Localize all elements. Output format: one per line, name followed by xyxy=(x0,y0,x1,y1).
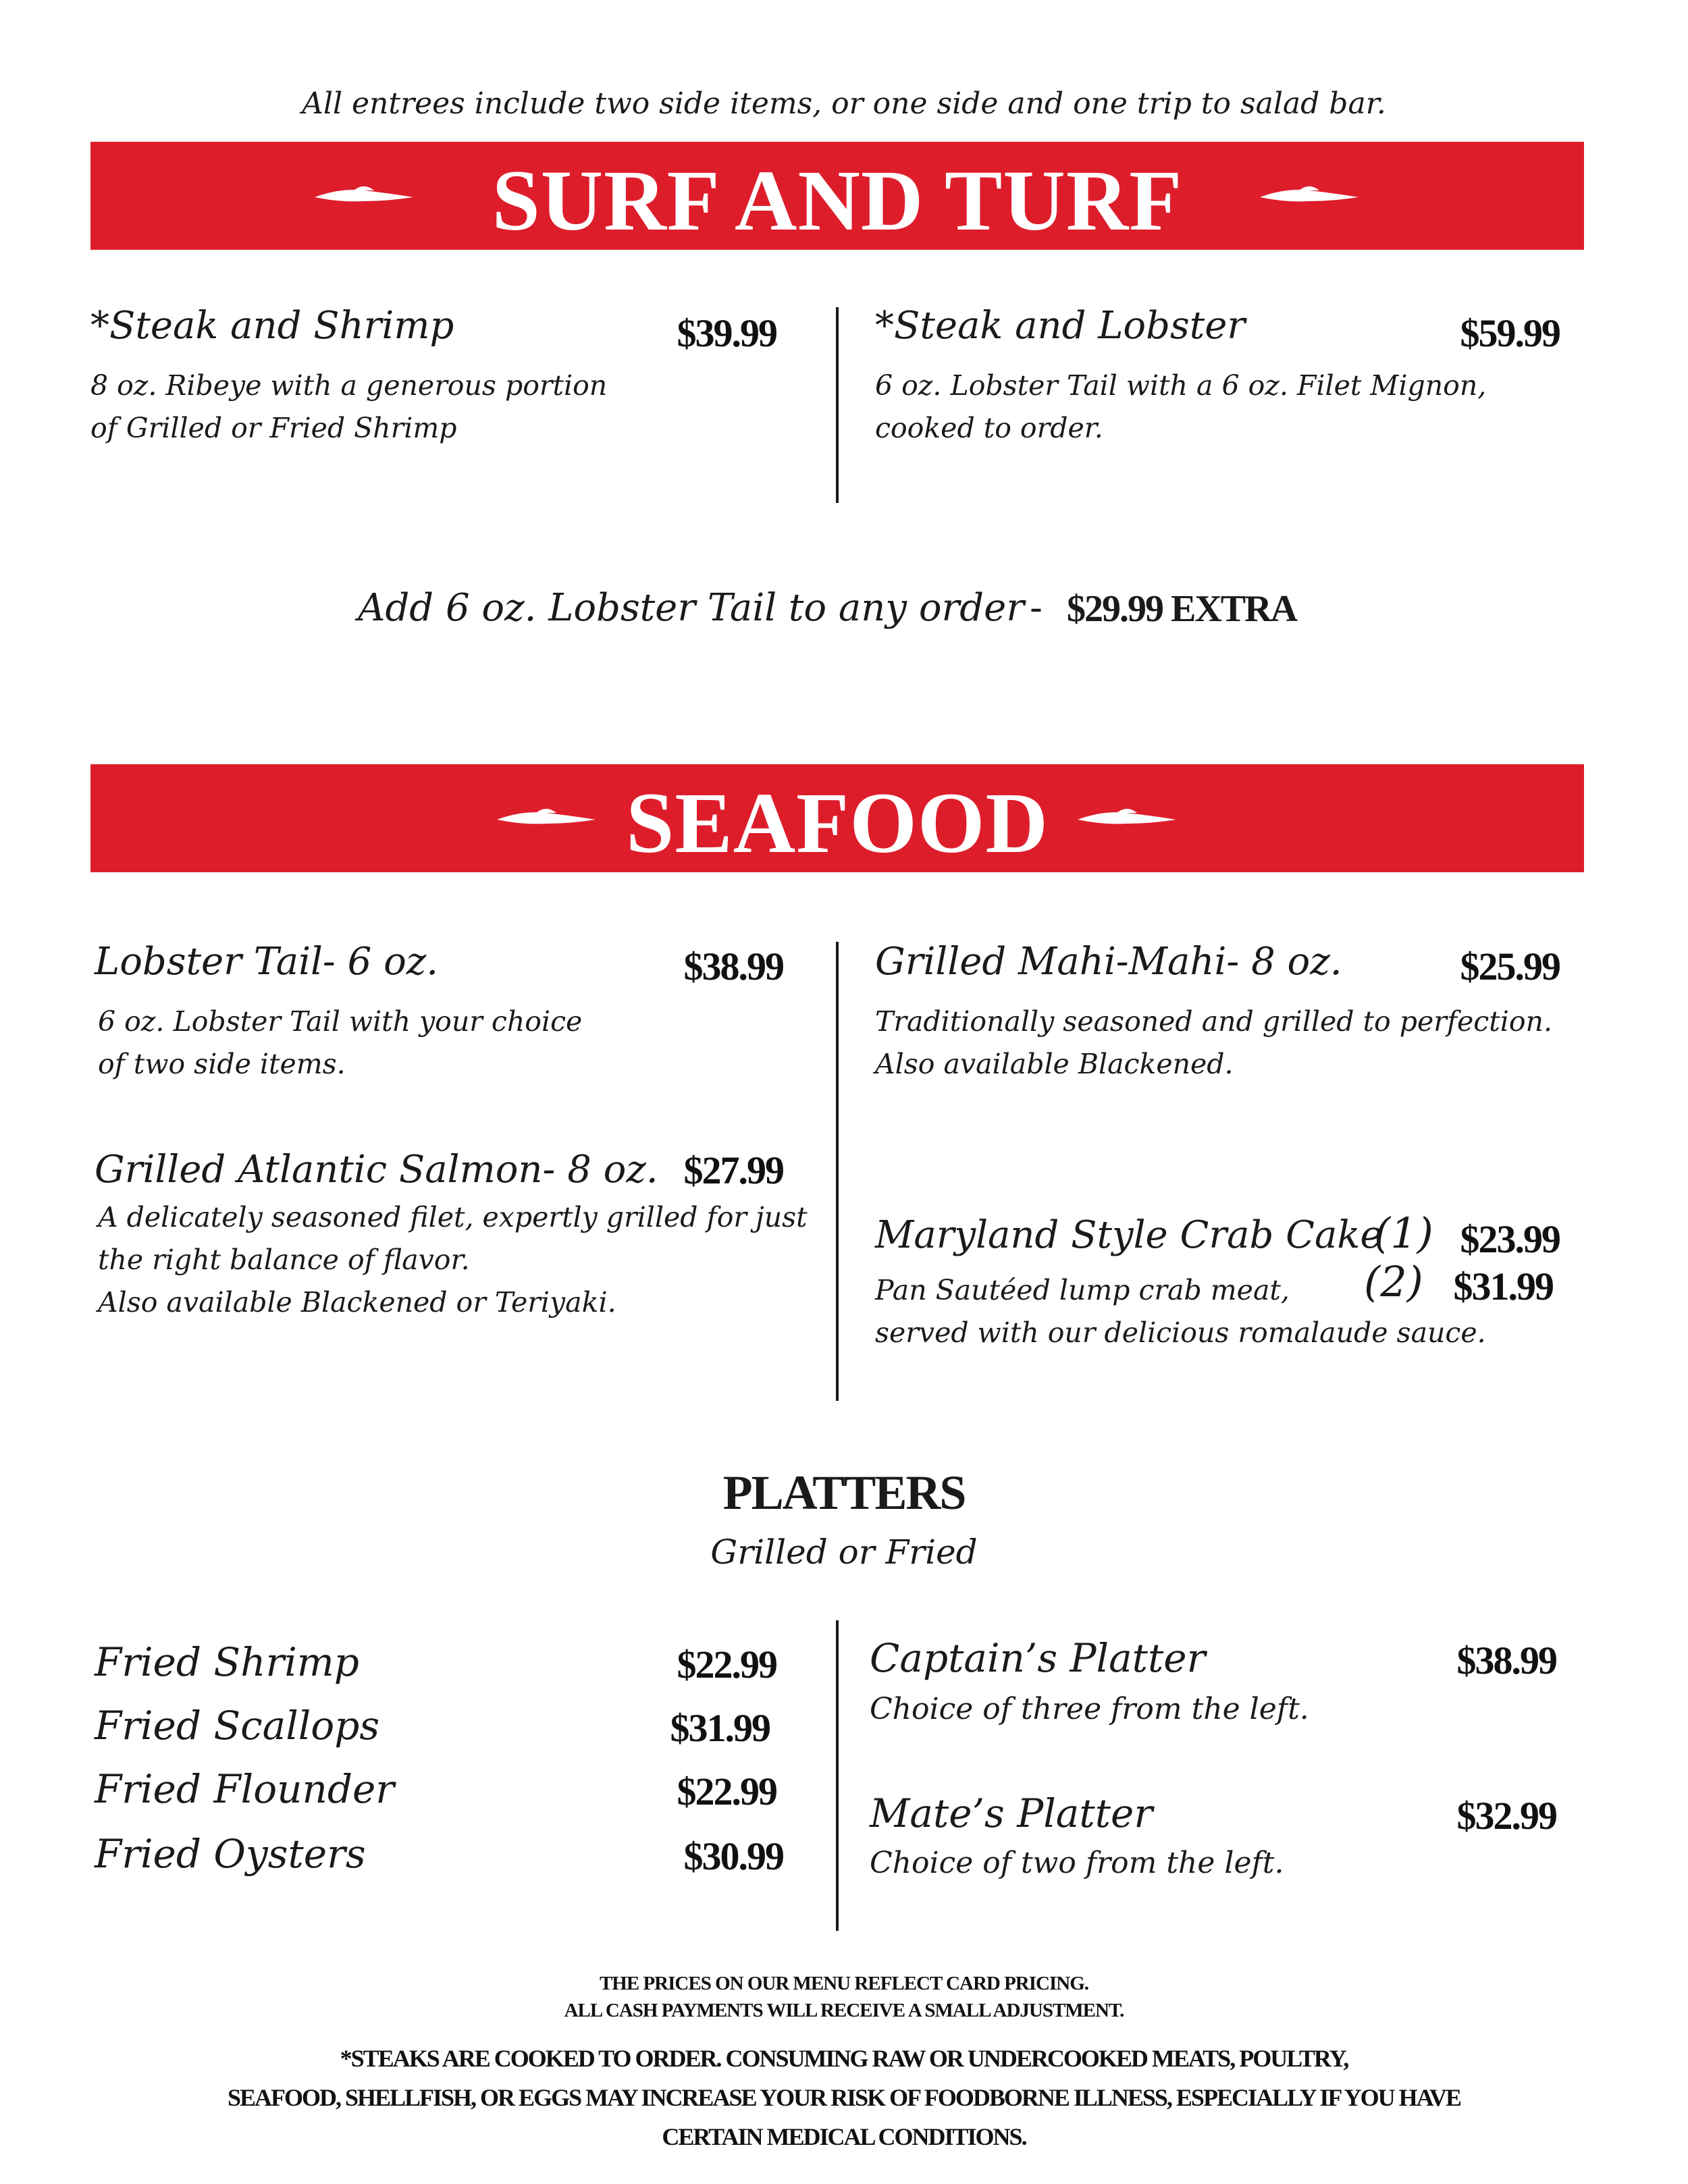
platter-captain-desc: Choice of three from the left. xyxy=(870,1692,1309,1726)
platter-mate-desc: Choice of two from the left. xyxy=(870,1846,1284,1880)
health-warning-3: CERTAIN MEDICAL CONDITIONS. xyxy=(662,2123,1026,2150)
crab-cake-qty-1: (1) xyxy=(1374,1208,1433,1258)
crab-cake-price-2: $31.99 xyxy=(1453,1264,1553,1308)
platter-captain-price: $38.99 xyxy=(1456,1639,1556,1682)
platter-fried-shrimp-name: Fried Shrimp xyxy=(95,1639,359,1685)
surf-turf-divider xyxy=(836,307,839,503)
item-steak-shrimp-desc-1: 8 oz. Ribeye with a generous portion xyxy=(90,369,608,402)
pricing-note-1: THE PRICES ON OUR MENU REFLECT CARD PRICING. xyxy=(599,1973,1089,1994)
health-warning-2: SEAFOOD, SHELLFISH, OR EGGS MAY INCREASE YOUR RISK OF FOODBORNE ILLNESS, ESPECIALLY IF YOU HAVE xyxy=(227,2084,1461,2111)
platter-fried-oysters-price: $30.99 xyxy=(683,1834,783,1878)
item-lobster-tail-desc-2: of two side items. xyxy=(98,1048,346,1080)
platter-captain-name: Captain’s Platter xyxy=(870,1635,1206,1681)
intro-note: All entrees include two side items, or one side and one trip to salad bar. xyxy=(302,86,1386,121)
item-salmon-desc-2: the right balance of flavor. xyxy=(98,1244,470,1276)
item-mahi-mahi-desc-1: Traditionally seasoned and grilled to perfection. xyxy=(875,1005,1552,1038)
platter-fried-scallops-name: Fried Scallops xyxy=(95,1703,380,1749)
addon-dash: - xyxy=(1030,586,1043,630)
item-crab-cake-desc-1: Pan Sautéed lump crab meat, xyxy=(875,1274,1290,1306)
platter-fried-flounder-name: Fried Flounder xyxy=(95,1766,395,1812)
platters-subtitle: Grilled or Fried xyxy=(710,1533,978,1572)
item-steak-shrimp-name: *Steak and Shrimp xyxy=(90,304,454,348)
platter-fried-scallops-price: $31.99 xyxy=(670,1706,770,1750)
item-salmon-desc-1: A delicately seasoned filet, expertly grilled for just xyxy=(98,1201,808,1233)
surf-and-turf-banner xyxy=(90,142,1584,250)
crab-cake-price-1: $23.99 xyxy=(1460,1217,1560,1261)
item-steak-lobster-desc-1: 6 oz. Lobster Tail with a 6 oz. Filet Mignon, xyxy=(875,369,1487,402)
platter-mate-price: $32.99 xyxy=(1456,1794,1556,1838)
surf-and-turf-title: SURF AND TURF xyxy=(492,153,1183,248)
platter-fried-shrimp-price: $22.99 xyxy=(677,1643,776,1686)
item-salmon-name: Grilled Atlantic Salmon- 8 oz. xyxy=(95,1148,658,1192)
crab-cake-qty-2: (2) xyxy=(1364,1257,1423,1306)
item-steak-lobster-name: *Steak and Lobster xyxy=(875,304,1246,348)
item-crab-cake-name: Maryland Style Crab Cake xyxy=(875,1213,1383,1257)
seafood-banner xyxy=(90,764,1584,872)
seafood-divider xyxy=(836,942,839,1401)
item-salmon-desc-3: Also available Blackened or Teriyaki. xyxy=(98,1286,616,1319)
health-warning-1: *STEAKS ARE COOKED TO ORDER. CONSUMING RAW OR UNDERCOOKED MEATS, POULTRY, xyxy=(340,2045,1348,2072)
platter-fried-flounder-price: $22.99 xyxy=(677,1769,776,1813)
item-lobster-tail-desc-1: 6 oz. Lobster Tail with your choice xyxy=(98,1005,583,1038)
item-salmon-price: $27.99 xyxy=(683,1148,783,1192)
item-lobster-tail-name: Lobster Tail- 6 oz. xyxy=(95,940,439,984)
right-swash-icon xyxy=(1076,803,1178,833)
platters-title: PLATTERS xyxy=(722,1466,966,1520)
item-mahi-mahi-price: $25.99 xyxy=(1460,944,1560,988)
pricing-note-2: ALL CASH PAYMENTS WILL RECEIVE A SMALL ADJUSTMENT. xyxy=(564,2000,1124,2021)
platters-divider xyxy=(836,1620,839,1931)
item-steak-shrimp-desc-2: of Grilled or Fried Shrimp xyxy=(90,412,457,444)
item-lobster-tail-price: $38.99 xyxy=(683,944,783,988)
item-steak-lobster-desc-2: cooked to order. xyxy=(875,412,1103,444)
item-mahi-mahi-desc-2: Also available Blackened. xyxy=(875,1048,1234,1080)
addon-text: Add 6 oz. Lobster Tail to any order xyxy=(358,586,1025,630)
item-mahi-mahi-name: Grilled Mahi-Mahi- 8 oz. xyxy=(875,940,1342,984)
platter-mate-name: Mate’s Platter xyxy=(870,1790,1153,1836)
right-swash-icon xyxy=(1259,181,1360,211)
item-steak-lobster-price: $59.99 xyxy=(1460,311,1560,355)
item-crab-cake-desc-2: served with our delicious romalaude sauce. xyxy=(875,1316,1486,1349)
item-steak-shrimp-price: $39.99 xyxy=(677,311,776,355)
platter-fried-oysters-name: Fried Oysters xyxy=(95,1831,366,1877)
seafood-title: SEAFOOD xyxy=(626,775,1049,871)
addon-price: $29.99 EXTRA xyxy=(1067,588,1297,630)
